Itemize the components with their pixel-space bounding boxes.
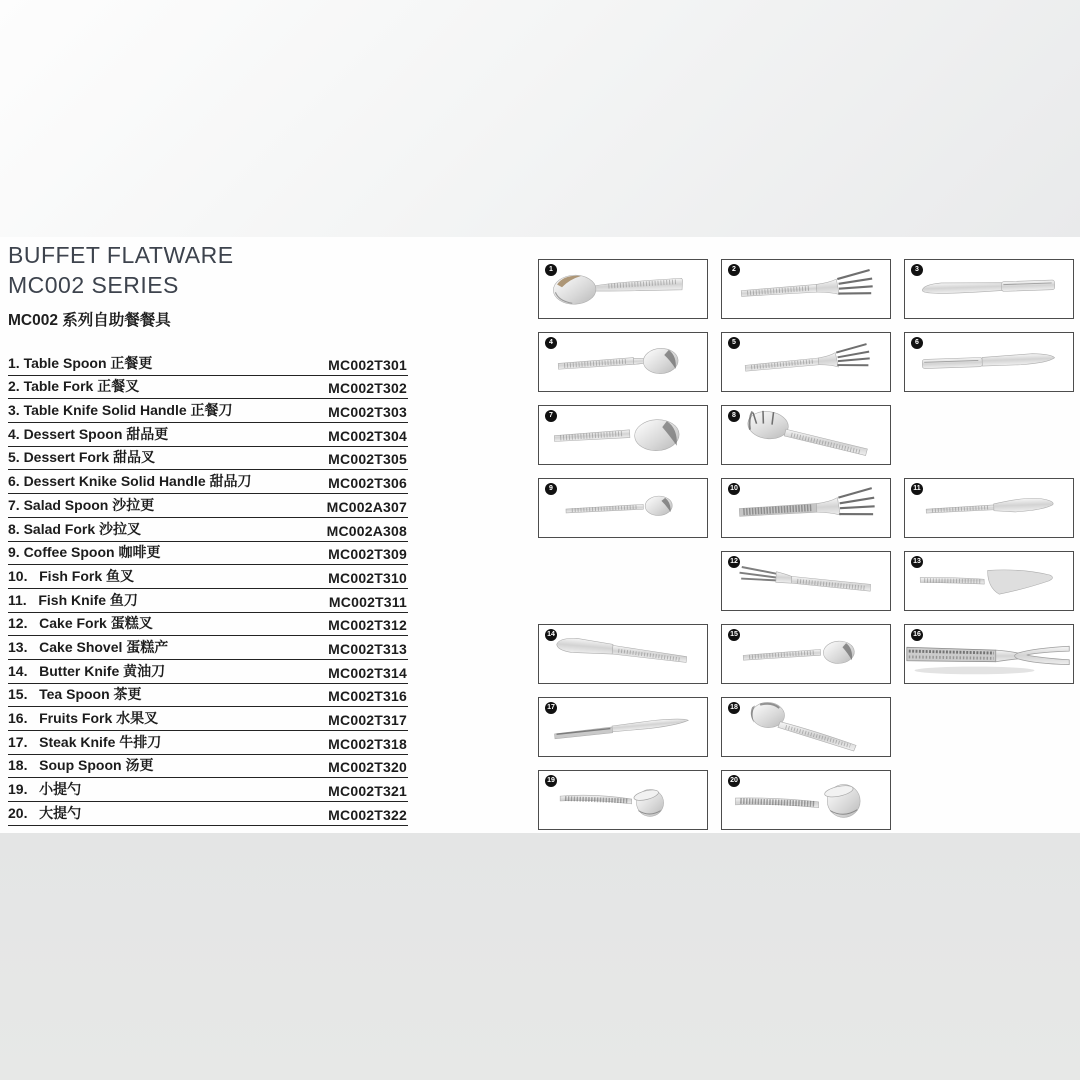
list-item (8, 352, 408, 376)
item-label: 13. Cake Shovel 蛋糕产 (8, 638, 169, 655)
list-item (8, 707, 408, 731)
list-item (8, 755, 408, 779)
list-item (8, 802, 408, 826)
product-photo-fruits-fork (904, 624, 1074, 684)
item-code: MC002T311 (328, 593, 407, 610)
item-number-badge: 3 (911, 264, 923, 276)
cake-shovel-image (905, 552, 1073, 610)
list-item (8, 376, 408, 400)
item-number-badge: 18 (728, 702, 740, 714)
product-photo-steak-knife (538, 697, 708, 757)
bottom-gray-band (0, 833, 1080, 1080)
item-number-badge: 1 (545, 264, 557, 276)
product-photo-dessert-knife (904, 332, 1074, 392)
item-code: MC002T304 (328, 427, 407, 444)
item-number-badge: 11 (911, 483, 923, 495)
item-label: 15. Tea Spoon 茶更 (8, 686, 142, 703)
list-item (8, 423, 408, 447)
small-ladle-image (539, 771, 707, 829)
product-photo-cake-fork (721, 551, 891, 611)
item-number-badge: 20 (728, 775, 740, 787)
fruits-fork-image (905, 625, 1073, 683)
product-photo-tea-spoon (721, 624, 891, 684)
top-gradient-band (0, 0, 1080, 237)
item-label: 16. Fruits Fork 水果叉 (8, 710, 159, 726)
product-photo-table-knife (904, 259, 1074, 319)
item-label: 4. Dessert Spoon 甜品更 (8, 425, 169, 442)
product-photo-salad-fork (721, 405, 891, 465)
item-code: MC002T316 (328, 688, 407, 705)
item-number-badge: 6 (911, 337, 923, 349)
list-item (8, 613, 408, 637)
item-number-badge: 10 (728, 483, 740, 495)
list-item (8, 399, 408, 423)
item-number-badge: 8 (728, 410, 740, 422)
page-subtitle-chinese: MC002 系列自助餐餐具 (8, 312, 171, 329)
list-item (8, 731, 408, 755)
item-code: MC002T317 (328, 712, 407, 728)
item-number-badge: 12 (728, 556, 740, 568)
cake-fork-image (722, 552, 890, 610)
item-label: 7. Salad Spoon 沙拉更 (8, 496, 155, 513)
item-label: 5. Dessert Fork 甜品叉 (8, 449, 156, 466)
product-photo-butter-knife (538, 624, 708, 684)
fish-knife-image (905, 479, 1073, 537)
list-item (8, 589, 408, 613)
item-code: MC002T309 (328, 546, 407, 563)
item-code: MC002T306 (328, 475, 407, 492)
product-photo-grid (538, 259, 1074, 830)
dessert-knife-image (905, 333, 1073, 391)
product-photo-salad-spoon (538, 405, 708, 465)
item-label: 17. Steak Knife 牛排刀 (8, 733, 162, 750)
item-code: MC002T301 (328, 356, 407, 373)
table-fork-image (722, 260, 890, 318)
table-knife-image (905, 260, 1073, 318)
coffee-spoon-image (539, 479, 707, 537)
item-number-badge: 9 (545, 483, 557, 495)
list-item (8, 447, 408, 471)
item-label: 18. Soup Spoon 汤更 (8, 757, 154, 774)
item-code: MC002T321 (328, 783, 407, 800)
fish-fork-image (722, 479, 890, 537)
item-label: 9. Coffee Spoon 咖啡更 (8, 544, 161, 561)
item-code: MC002T318 (328, 735, 407, 752)
salad-spoon-image (539, 406, 707, 464)
item-code: MC002A308 (326, 522, 407, 539)
item-code: MC002A307 (326, 498, 407, 515)
item-number-badge: 19 (545, 775, 557, 787)
item-code: MC002T320 (328, 759, 407, 776)
table-spoon-image (539, 260, 707, 318)
page-title-line1: BUFFET FLATWARE (8, 242, 234, 268)
product-photo-fish-knife (904, 478, 1074, 538)
item-code: MC002T314 (328, 664, 407, 681)
page-title-line2: MC002 SERIES (8, 272, 179, 298)
item-code: MC002T310 (328, 569, 407, 586)
item-number-badge: 7 (545, 410, 557, 422)
item-number-badge: 5 (728, 337, 740, 349)
item-label: 12. Cake Fork 蛋糕叉 (8, 615, 153, 632)
item-label: 3. Table Knife Solid Handle 正餐刀 (8, 402, 233, 419)
item-code: MC002T322 (328, 806, 407, 823)
item-label: 8. Salad Fork 沙拉叉 (8, 520, 142, 537)
item-number-badge: 2 (728, 264, 740, 276)
large-ladle-image (722, 771, 890, 829)
butter-knife-image (539, 625, 707, 683)
product-list (8, 352, 408, 826)
item-label: 20. 大提勺 (8, 804, 82, 821)
product-photo-soup-spoon (721, 697, 891, 757)
item-number-badge: 17 (545, 702, 557, 714)
list-item (8, 636, 408, 660)
product-photo-coffee-spoon (538, 478, 708, 538)
item-label: 19. 小提勺 (8, 781, 82, 798)
product-photo-fish-fork (721, 478, 891, 538)
list-item (8, 684, 408, 708)
item-number-badge: 14 (545, 629, 557, 641)
list-item (8, 565, 408, 589)
item-code: MC002T305 (328, 451, 407, 468)
item-label: 6. Dessert Knike Solid Handle 甜品刀 (8, 473, 252, 490)
list-item (8, 778, 408, 802)
product-photo-small-ladle (538, 770, 708, 830)
item-code: MC002T303 (328, 404, 407, 421)
item-label: 2. Table Fork 正餐叉 (8, 378, 140, 395)
dessert-fork-image (722, 333, 890, 391)
item-number-badge: 13 (911, 556, 923, 568)
soup-spoon-image (722, 698, 890, 756)
product-photo-dessert-spoon (538, 332, 708, 392)
item-label: 10. Fish Fork 鱼叉 (8, 567, 135, 584)
item-label: 14. Butter Knife 黄油刀 (8, 662, 166, 679)
item-number-badge: 16 (911, 629, 923, 641)
item-code: MC002T313 (328, 640, 407, 657)
product-photo-large-ladle (721, 770, 891, 830)
item-label: 1. Table Spoon 正餐更 (8, 354, 153, 371)
item-number-badge: 15 (728, 629, 740, 641)
product-photo-table-spoon (538, 259, 708, 319)
salad-fork-image (722, 406, 890, 464)
steak-knife-image (539, 698, 707, 756)
product-photo-table-fork (721, 259, 891, 319)
item-code: MC002T312 (328, 617, 407, 634)
list-item (8, 470, 408, 494)
item-label: 11. Fish Knife 鱼刀 (8, 591, 138, 608)
list-item (8, 494, 408, 518)
dessert-spoon-image (539, 333, 707, 391)
product-photo-dessert-fork (721, 332, 891, 392)
page-title (8, 240, 234, 300)
item-code: MC002T302 (328, 380, 407, 397)
list-item (8, 660, 408, 684)
item-number-badge: 4 (545, 337, 557, 349)
list-item (8, 542, 408, 566)
list-item (8, 518, 408, 542)
tea-spoon-image (722, 625, 890, 683)
product-photo-cake-shovel (904, 551, 1074, 611)
